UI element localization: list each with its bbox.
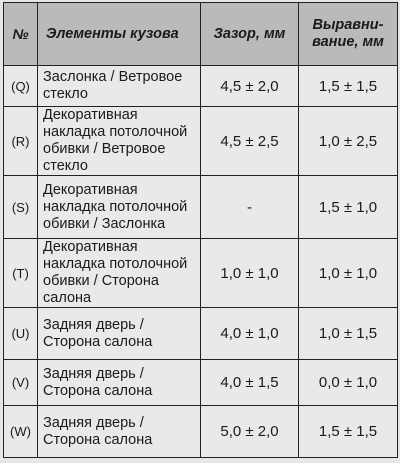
header-gap: Зазор, мм	[201, 3, 299, 66]
row-body-element: Декоративная накладка потолочной обивки / Сторона салона	[38, 239, 201, 308]
row-alignment: 1,0 ± 1,5	[299, 308, 398, 360]
row-body-element: Задняя дверь / Сторона салона	[38, 360, 201, 406]
table-header-row	[4, 3, 398, 66]
header-body-elements: Элементы кузова	[38, 3, 201, 66]
table-row	[4, 176, 398, 239]
row-gap: 4,5 ± 2,0	[201, 66, 299, 107]
row-id: (T)	[4, 239, 38, 308]
table-row	[4, 360, 398, 406]
row-gap: 4,0 ± 1,0	[201, 308, 299, 360]
row-alignment: 0,0 ± 1,0	[299, 360, 398, 406]
row-gap: 5,0 ± 2,0	[201, 406, 299, 458]
row-alignment: 1,0 ± 2,5	[299, 107, 398, 176]
row-id: (W)	[4, 406, 38, 458]
row-id: (S)	[4, 176, 38, 239]
header-alignment: Выравни-вание, мм	[299, 3, 398, 66]
body-gap-table	[3, 2, 398, 458]
row-alignment: 1,5 ± 1,5	[299, 406, 398, 458]
row-body-element: Декоративная накладка потолочной обивки / Заслонка	[38, 176, 201, 239]
row-alignment: 1,5 ± 1,5	[299, 66, 398, 107]
row-body-element: Декоративная накладка потолочной обивки / Ветровое стекло	[38, 107, 201, 176]
row-gap: 4,5 ± 2,5	[201, 107, 299, 176]
row-alignment: 1,0 ± 1,0	[299, 239, 398, 308]
row-gap: 1,0 ± 1,0	[201, 239, 299, 308]
table-row	[4, 66, 398, 107]
row-id: (U)	[4, 308, 38, 360]
row-body-element: Заслонка / Ветровое стекло	[38, 66, 201, 107]
row-gap: -	[201, 176, 299, 239]
table-row	[4, 406, 398, 458]
table-row	[4, 308, 398, 360]
row-alignment: 1,5 ± 1,0	[299, 176, 398, 239]
row-body-element: Задняя дверь / Сторона салона	[38, 406, 201, 458]
table-row	[4, 107, 398, 176]
row-id: (Q)	[4, 66, 38, 107]
row-body-element: Задняя дверь / Сторона салона	[38, 308, 201, 360]
row-id: (R)	[4, 107, 38, 176]
table-row	[4, 239, 398, 308]
header-number: №	[4, 3, 38, 66]
row-gap: 4,0 ± 1,5	[201, 360, 299, 406]
row-id: (V)	[4, 360, 38, 406]
